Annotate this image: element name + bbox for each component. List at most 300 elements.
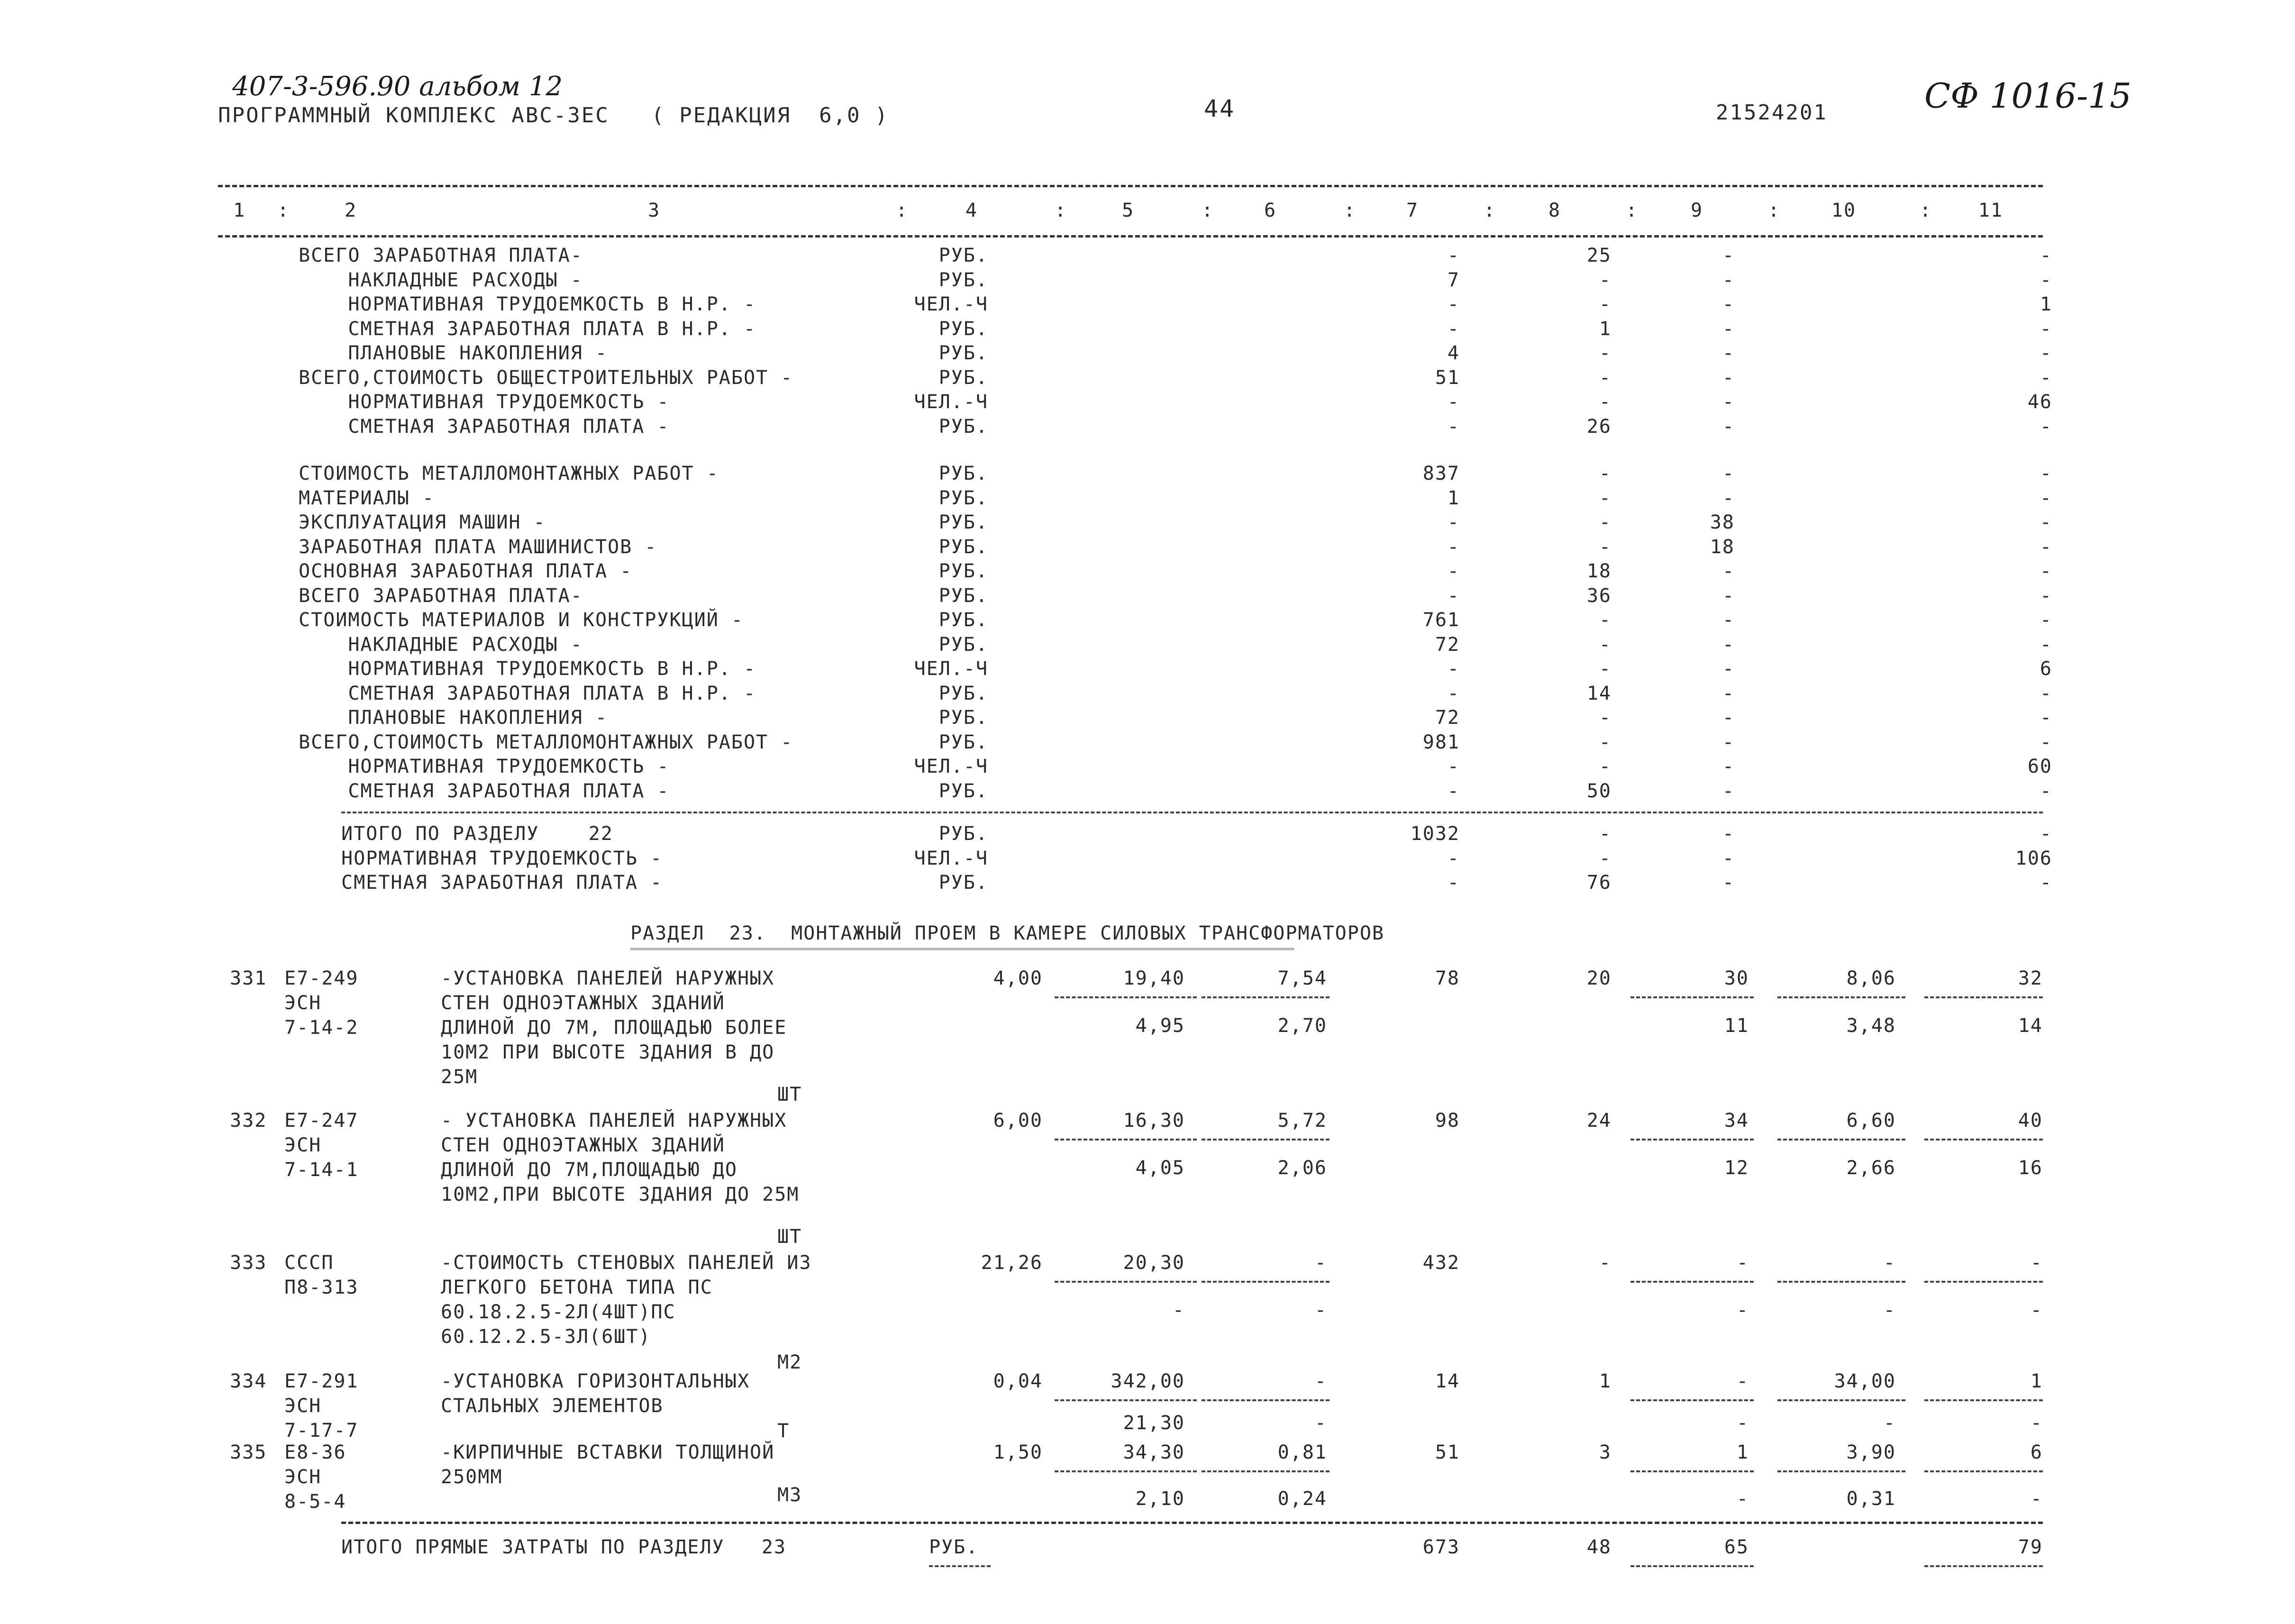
row-col8: 18 xyxy=(1586,560,1612,582)
grand-total-col11: 79 xyxy=(2018,1536,2043,1558)
item-col10-sub: - xyxy=(1883,1299,1896,1321)
row-unit: РУБ. xyxy=(938,560,988,582)
item-col6-sub: 2,70 xyxy=(1277,1015,1327,1037)
row-col8: - xyxy=(1599,756,1612,777)
item-col10-sub: - xyxy=(1883,1412,1896,1434)
item-code: 7-17-7 xyxy=(284,1420,359,1442)
row-col11: - xyxy=(2040,682,2052,704)
column-header-7: 7 xyxy=(1406,200,1419,221)
item-description: 60.18.2.5-2Л(4ШТ)ПС xyxy=(441,1301,676,1323)
row-unit: РУБ. xyxy=(938,269,988,291)
row-col9: - xyxy=(1722,609,1735,631)
row-label: ЗАРАБОТНАЯ ПЛАТА МАШИНИСТОВ - xyxy=(299,536,657,558)
row-col11: - xyxy=(2040,318,2052,340)
row-col11: - xyxy=(2040,609,2052,631)
row-col8: - xyxy=(1599,269,1612,291)
item-col9-rule xyxy=(1630,996,1754,998)
item-col8: 24 xyxy=(1586,1110,1612,1131)
grand-total-col9: 65 xyxy=(1724,1536,1749,1558)
row-label: НОРМАТИВНАЯ ТРУДОЕМКОСТЬ - xyxy=(299,756,670,777)
item-code: 7-14-2 xyxy=(284,1017,359,1039)
row-col9: - xyxy=(1722,823,1735,845)
grand-total-label: ИТОГО ПРЯМЫЕ ЗАТРАТЫ ПО РАЗДЕЛУ 23 xyxy=(341,1536,786,1558)
item-description: ДЛИНОЙ ДО 7М, ПЛОЩАДЬЮ БОЛЕЕ xyxy=(441,1017,787,1039)
row-col7: - xyxy=(1447,415,1460,438)
row-col7: 72 xyxy=(1435,633,1460,656)
row-col9: - xyxy=(1722,633,1735,656)
column-separator: : xyxy=(1920,200,1932,221)
item-unit-price: 16,30 xyxy=(1123,1110,1185,1131)
section-23-title: РАЗДЕЛ 23. МОНТАЖНЫЙ ПРОЕМ В КАМЕРЕ СИЛОВЫХ ТРАНСФОРМАТОРОВ xyxy=(630,922,1385,944)
row-unit: РУБ. xyxy=(938,511,988,533)
row-col7: - xyxy=(1447,245,1460,266)
row-col9: - xyxy=(1722,780,1735,802)
item-col9-sub: - xyxy=(1736,1412,1749,1434)
row-col9: - xyxy=(1722,463,1735,484)
row-col9: 38 xyxy=(1710,511,1735,533)
row-col11: - xyxy=(2040,731,2052,753)
row-col8: 1 xyxy=(1599,318,1612,340)
item-unit: Т xyxy=(777,1420,790,1442)
unit-underline xyxy=(929,1565,991,1567)
item-col11: 1 xyxy=(2030,1370,2043,1392)
row-col7: 837 xyxy=(1422,463,1460,484)
column-header-3: 3 xyxy=(647,200,661,221)
row-col8: 36 xyxy=(1586,584,1612,607)
row-unit: РУБ. xyxy=(938,584,988,607)
row-label: НОРМАТИВНАЯ ТРУДОЕМКОСТЬ В Н.Р. - xyxy=(299,658,756,680)
item-col10: 34,00 xyxy=(1834,1370,1896,1392)
item-col6-sub: 0,24 xyxy=(1277,1488,1327,1510)
row-unit: ЧЕЛ.-Ч xyxy=(914,293,988,315)
item-description: СТЕН ОДНОЭТАЖНЫХ ЗДАНИЙ xyxy=(441,992,725,1014)
item-col6-rule xyxy=(1202,1139,1330,1140)
column-header-8: 8 xyxy=(1548,200,1561,221)
item-col11-sub: - xyxy=(2030,1488,2043,1510)
column-header-4: 4 xyxy=(965,200,978,221)
item-unit: М2 xyxy=(777,1351,802,1373)
row-col8: 14 xyxy=(1586,682,1612,704)
row-col8: 50 xyxy=(1586,780,1612,802)
subtotal-rule xyxy=(341,812,2043,813)
item-code: 7-14-1 xyxy=(284,1159,359,1181)
item-col10-sub: 3,48 xyxy=(1846,1015,1896,1037)
page-number: 44 xyxy=(1204,95,1236,122)
column-separator: : xyxy=(1202,200,1214,221)
item-col5-rule xyxy=(1055,1139,1197,1140)
item-col11: - xyxy=(2030,1252,2043,1274)
row-label: ЭКСПЛУАТАЦИЯ МАШИН - xyxy=(299,511,546,533)
item-code: П8-313 xyxy=(284,1277,359,1298)
row-col9: - xyxy=(1722,318,1735,340)
item-col11-rule xyxy=(1924,1470,2043,1472)
row-col9: - xyxy=(1722,415,1735,438)
item-col9-rule xyxy=(1630,1399,1754,1401)
row-label: НАКЛАДНЫЕ РАСХОДЫ - xyxy=(299,269,583,291)
row-col7: 72 xyxy=(1435,707,1460,729)
grand-total-col8: 48 xyxy=(1586,1536,1612,1558)
item-col6-sub: - xyxy=(1314,1299,1327,1321)
row-unit: РУБ. xyxy=(938,823,988,845)
item-col9: 1 xyxy=(1736,1442,1749,1463)
item-col9-sub: 11 xyxy=(1724,1015,1749,1037)
row-label: СТОИМОСТЬ МЕТАЛЛОМОНТАЖНЫХ РАБОТ - xyxy=(299,463,719,484)
item-col9-sub: - xyxy=(1736,1299,1749,1321)
item-description: ЛЕГКОГО БЕТОНА ТИПА ПС xyxy=(441,1277,713,1298)
item-col5-sub: - xyxy=(1172,1299,1185,1321)
row-col11: - xyxy=(2040,707,2052,729)
item-col9: 34 xyxy=(1724,1110,1749,1131)
row-col9: - xyxy=(1722,584,1735,607)
item-total: 432 xyxy=(1422,1252,1460,1274)
row-col11: - xyxy=(2040,511,2052,533)
item-description: - УСТАНОВКА ПАНЕЛЕЙ НАРУЖНЫХ xyxy=(441,1110,787,1131)
row-col11: - xyxy=(2040,823,2052,845)
item-col11-rule xyxy=(1924,1139,2043,1140)
row-col7: - xyxy=(1447,756,1460,777)
grand-total-col7: 673 xyxy=(1422,1536,1460,1558)
album-reference: 407-3-596.90 альбом 12 xyxy=(232,71,563,102)
row-label: МАТЕРИАЛЫ - xyxy=(299,487,435,509)
row-col8: - xyxy=(1599,609,1612,631)
row-col11: - xyxy=(2040,245,2052,266)
column-separator: : xyxy=(1055,200,1067,221)
row-col11: 6 xyxy=(2040,658,2052,680)
item-col8: 3 xyxy=(1599,1442,1612,1463)
row-label: ВСЕГО ЗАРАБОТНАЯ ПЛАТА- xyxy=(299,245,583,266)
row-label: ПЛАНОВЫЕ НАКОПЛЕНИЯ - xyxy=(299,342,608,364)
document-code: 21524201 xyxy=(1716,100,1828,125)
row-col11: - xyxy=(2040,560,2052,582)
item-col5-sub: 2,10 xyxy=(1135,1488,1185,1510)
item-number: 335 xyxy=(230,1442,267,1463)
grand-total-unit: РУБ. xyxy=(929,1536,979,1558)
handwritten-stamp: СФ 1016-15 xyxy=(1924,76,2131,116)
row-col11: - xyxy=(2040,633,2052,656)
row-col11: - xyxy=(2040,536,2052,558)
item-description: 25М xyxy=(441,1066,478,1088)
item-code: Е8-36 xyxy=(284,1442,346,1463)
row-unit: РУБ. xyxy=(938,536,988,558)
row-col9: - xyxy=(1722,658,1735,680)
item-col5-sub: 4,05 xyxy=(1135,1157,1185,1179)
item-unit-price: 19,40 xyxy=(1123,967,1185,989)
row-col8: - xyxy=(1599,366,1612,389)
item-col9-sub: 12 xyxy=(1724,1157,1749,1179)
item-col6-rule xyxy=(1202,1281,1330,1283)
item-col5-rule xyxy=(1055,1281,1197,1283)
item-col10: 6,60 xyxy=(1846,1110,1896,1131)
row-col8: - xyxy=(1599,391,1612,413)
item-description: -СТОИМОСТЬ СТЕНОВЫХ ПАНЕЛЕЙ ИЗ xyxy=(441,1252,812,1274)
item-col10: 3,90 xyxy=(1846,1442,1896,1463)
row-unit: РУБ. xyxy=(938,487,988,509)
row-col9: - xyxy=(1722,269,1735,291)
row-label: СМЕТНАЯ ЗАРАБОТНАЯ ПЛАТА - xyxy=(341,872,663,894)
item-col10-rule xyxy=(1777,1470,1905,1472)
item-col8: 1 xyxy=(1599,1370,1612,1392)
row-unit: РУБ. xyxy=(938,872,988,894)
column-separator: : xyxy=(277,200,290,221)
item-col6-sub: 2,06 xyxy=(1277,1157,1327,1179)
row-unit: РУБ. xyxy=(938,707,988,729)
row-col11: 1 xyxy=(2040,293,2052,315)
column-header-11: 11 xyxy=(1978,200,2004,221)
row-col11: - xyxy=(2040,780,2052,802)
row-col7: 7 xyxy=(1447,269,1460,291)
item-col9-rule xyxy=(1630,1139,1754,1140)
col11-total-underline xyxy=(1924,1565,2043,1567)
item-quantity: 6,00 xyxy=(993,1110,1043,1131)
row-col8: - xyxy=(1599,847,1612,869)
item-col10-rule xyxy=(1777,1139,1905,1140)
row-col8: - xyxy=(1599,658,1612,680)
item-total: 98 xyxy=(1435,1110,1460,1131)
row-col8: - xyxy=(1599,633,1612,656)
item-code: ЭСН xyxy=(284,1466,322,1488)
item-description: -КИРПИЧНЫЕ ВСТАВКИ ТОЛЩИНОЙ xyxy=(441,1442,775,1463)
row-col9: - xyxy=(1722,682,1735,704)
row-col11: - xyxy=(2040,463,2052,484)
column-separator: : xyxy=(896,200,909,221)
item-col8: - xyxy=(1599,1252,1612,1274)
item-col9: 30 xyxy=(1724,967,1749,989)
item-code: Е7-247 xyxy=(284,1110,359,1131)
row-col8: 26 xyxy=(1586,415,1612,438)
row-unit: РУБ. xyxy=(938,633,988,656)
row-label: НОРМАТИВНАЯ ТРУДОЕМКОСТЬ В Н.Р. - xyxy=(299,293,756,315)
item-quantity: 1,50 xyxy=(993,1442,1043,1463)
row-col9: - xyxy=(1722,245,1735,266)
item-col10: - xyxy=(1883,1252,1896,1274)
column-separator: : xyxy=(1626,200,1639,221)
item-unit: ШТ xyxy=(777,1084,802,1105)
column-header-9: 9 xyxy=(1690,200,1703,221)
row-col8: 76 xyxy=(1586,872,1612,894)
row-label: СМЕТНАЯ ЗАРАБОТНАЯ ПЛАТА - xyxy=(299,780,670,802)
row-col9: - xyxy=(1722,487,1735,509)
item-col11: 32 xyxy=(2018,967,2043,989)
items-end-rule xyxy=(341,1522,2043,1524)
item-description: 10М2,ПРИ ВЫСОТЕ ЗДАНИЯ ДО 25М xyxy=(441,1184,800,1205)
item-col11-sub: 16 xyxy=(2018,1157,2043,1179)
item-col6-rule xyxy=(1202,996,1330,998)
row-label: ВСЕГО,СТОИМОСТЬ МЕТАЛЛОМОНТАЖНЫХ РАБОТ - xyxy=(299,731,793,753)
item-col5-rule xyxy=(1055,1399,1197,1401)
row-label: НАКЛАДНЫЕ РАСХОДЫ - xyxy=(299,633,583,656)
item-col10: 8,06 xyxy=(1846,967,1896,989)
row-col7: - xyxy=(1447,318,1460,340)
item-code: Е7-291 xyxy=(284,1370,359,1392)
row-col9: 18 xyxy=(1710,536,1735,558)
row-col7: 4 xyxy=(1447,342,1460,364)
item-col11-rule xyxy=(1924,1399,2043,1401)
item-col10-rule xyxy=(1777,996,1905,998)
item-description: 10М2 ПРИ ВЫСОТЕ ЗДАНИЯ В ДО xyxy=(441,1041,775,1063)
row-col11: - xyxy=(2040,415,2052,438)
item-description: -УСТАНОВКА ГОРИЗОНТАЛЬНЫХ xyxy=(441,1370,750,1392)
row-col7: - xyxy=(1447,293,1460,315)
row-label: НОРМАТИВНАЯ ТРУДОЕМКОСТЬ - xyxy=(299,391,670,413)
column-separator: : xyxy=(1344,200,1357,221)
item-col10-rule xyxy=(1777,1281,1905,1283)
row-unit: РУБ. xyxy=(938,366,988,389)
row-unit: РУБ. xyxy=(938,682,988,704)
item-description: СТЕН ОДНОЭТАЖНЫХ ЗДАНИЙ xyxy=(441,1134,725,1156)
item-col5-rule xyxy=(1055,996,1197,998)
item-col6-sub: - xyxy=(1314,1412,1327,1434)
row-col8: - xyxy=(1599,823,1612,845)
col9-total-underline xyxy=(1630,1565,1754,1567)
row-col7: - xyxy=(1447,780,1460,802)
row-col7: - xyxy=(1447,584,1460,607)
column-header-6: 6 xyxy=(1264,200,1277,221)
item-description: 250ММ xyxy=(441,1466,503,1488)
row-label: СМЕТНАЯ ЗАРАБОТНАЯ ПЛАТА В Н.Р. - xyxy=(299,318,756,340)
item-col6: 7,54 xyxy=(1277,967,1327,989)
item-total: 78 xyxy=(1435,967,1460,989)
row-col9: - xyxy=(1722,756,1735,777)
item-col6-rule xyxy=(1202,1470,1330,1472)
item-code: 8-5-4 xyxy=(284,1491,346,1513)
row-label: ОСНОВНАЯ ЗАРАБОТНАЯ ПЛАТА - xyxy=(299,560,633,582)
row-unit: ЧЕЛ.-Ч xyxy=(914,847,988,869)
row-unit: РУБ. xyxy=(938,318,988,340)
item-unit-price: 342,00 xyxy=(1111,1370,1185,1392)
item-col6: - xyxy=(1314,1252,1327,1274)
row-col11: - xyxy=(2040,584,2052,607)
item-col10-rule xyxy=(1777,1399,1905,1401)
column-separator: : xyxy=(1484,200,1496,221)
row-col8: - xyxy=(1599,536,1612,558)
item-description: 60.12.2.5-3Л(6ШТ) xyxy=(441,1326,651,1348)
row-col8: - xyxy=(1599,293,1612,315)
row-col7: 1 xyxy=(1447,487,1460,509)
row-col8: - xyxy=(1599,342,1612,364)
section-title-underline xyxy=(630,948,1294,950)
row-col9: - xyxy=(1722,366,1735,389)
item-description: ДЛИНОЙ ДО 7М,ПЛОЩАДЬЮ ДО xyxy=(441,1159,738,1181)
row-unit: РУБ. xyxy=(938,463,988,484)
item-col9-rule xyxy=(1630,1281,1754,1283)
item-col5-sub: 4,95 xyxy=(1135,1015,1185,1037)
item-col11-sub: - xyxy=(2030,1299,2043,1321)
row-unit: ЧЕЛ.-Ч xyxy=(914,756,988,777)
item-unit-price: 34,30 xyxy=(1123,1442,1185,1463)
row-col7: 51 xyxy=(1435,366,1460,389)
row-col8: - xyxy=(1599,463,1612,484)
item-unit: ШТ xyxy=(777,1226,802,1248)
item-col9: - xyxy=(1736,1370,1749,1392)
row-label: СМЕТНАЯ ЗАРАБОТНАЯ ПЛАТА - xyxy=(299,415,670,438)
item-number: 333 xyxy=(230,1252,267,1274)
column-header-1: 1 xyxy=(233,200,246,221)
row-label: ПЛАНОВЫЕ НАКОПЛЕНИЯ - xyxy=(299,707,608,729)
row-col7: 1032 xyxy=(1410,823,1460,845)
row-col11: - xyxy=(2040,269,2052,291)
row-col8: - xyxy=(1599,511,1612,533)
item-code: ЭСН xyxy=(284,1395,322,1417)
row-col9: - xyxy=(1722,560,1735,582)
row-col9: - xyxy=(1722,391,1735,413)
item-col11: 6 xyxy=(2030,1442,2043,1463)
row-col7: - xyxy=(1447,682,1460,704)
row-col7: - xyxy=(1447,536,1460,558)
row-col9: - xyxy=(1722,707,1735,729)
item-col10-sub: 2,66 xyxy=(1846,1157,1896,1179)
item-code: ЭСН xyxy=(284,992,322,1014)
item-col9: - xyxy=(1736,1252,1749,1274)
row-col9: - xyxy=(1722,293,1735,315)
row-unit: РУБ. xyxy=(938,609,988,631)
item-col6-rule xyxy=(1202,1399,1330,1401)
row-col11: - xyxy=(2040,366,2052,389)
row-col8: - xyxy=(1599,731,1612,753)
item-unit-price: 20,30 xyxy=(1123,1252,1185,1274)
row-col8: - xyxy=(1599,487,1612,509)
item-quantity: 0,04 xyxy=(993,1370,1043,1392)
item-quantity: 21,26 xyxy=(981,1252,1043,1274)
row-col11: 106 xyxy=(2015,847,2052,869)
column-header-2: 2 xyxy=(344,200,357,221)
item-col6: 5,72 xyxy=(1277,1110,1327,1131)
item-quantity: 4,00 xyxy=(993,967,1043,989)
item-col5-rule xyxy=(1055,1470,1197,1472)
row-label: ВСЕГО,СТОИМОСТЬ ОБЩЕСТРОИТЕЛЬНЫХ РАБОТ - xyxy=(299,366,793,389)
item-col6: 0,81 xyxy=(1277,1442,1327,1463)
item-col5-sub: 21,30 xyxy=(1123,1412,1185,1434)
row-col7: - xyxy=(1447,511,1460,533)
item-col6: - xyxy=(1314,1370,1327,1392)
item-col10-sub: 0,31 xyxy=(1846,1488,1896,1510)
column-header-5: 5 xyxy=(1121,200,1135,221)
item-total: 51 xyxy=(1435,1442,1460,1463)
row-label: ВСЕГО ЗАРАБОТНАЯ ПЛАТА- xyxy=(299,584,583,607)
item-total: 14 xyxy=(1435,1370,1460,1392)
row-unit: ЧЕЛ.-Ч xyxy=(914,658,988,680)
row-col9: - xyxy=(1722,342,1735,364)
item-col11-rule xyxy=(1924,1281,2043,1283)
item-number: 334 xyxy=(230,1370,267,1392)
item-col9-rule xyxy=(1630,1470,1754,1472)
row-col7: - xyxy=(1447,391,1460,413)
row-unit: РУБ. xyxy=(938,415,988,438)
row-col9: - xyxy=(1722,731,1735,753)
item-col8: 20 xyxy=(1586,967,1612,989)
row-col9: - xyxy=(1722,872,1735,894)
item-code: СССП xyxy=(284,1252,334,1274)
row-col11: 60 xyxy=(2027,756,2052,777)
row-col7: - xyxy=(1447,560,1460,582)
item-code: Е7-249 xyxy=(284,967,359,989)
item-col11-sub: 14 xyxy=(2018,1015,2043,1037)
row-unit: РУБ. xyxy=(938,731,988,753)
row-col7: - xyxy=(1447,847,1460,869)
row-unit: РУБ. xyxy=(938,342,988,364)
item-code: ЭСН xyxy=(284,1134,322,1156)
item-unit: М3 xyxy=(777,1484,802,1506)
row-col7: 981 xyxy=(1422,731,1460,753)
item-number: 331 xyxy=(230,967,267,989)
row-col11: - xyxy=(2040,487,2052,509)
program-title: ПРОГРАММНЫЙ КОМПЛЕКС АВС-3ЕС ( РЕДАКЦИЯ 6,0 ) xyxy=(218,103,889,128)
row-unit: ЧЕЛ.-Ч xyxy=(914,391,988,413)
row-col8: 25 xyxy=(1586,245,1612,266)
top-rule xyxy=(218,185,2043,187)
column-separator: : xyxy=(1768,200,1781,221)
row-unit: РУБ. xyxy=(938,245,988,266)
row-col7: - xyxy=(1447,872,1460,894)
